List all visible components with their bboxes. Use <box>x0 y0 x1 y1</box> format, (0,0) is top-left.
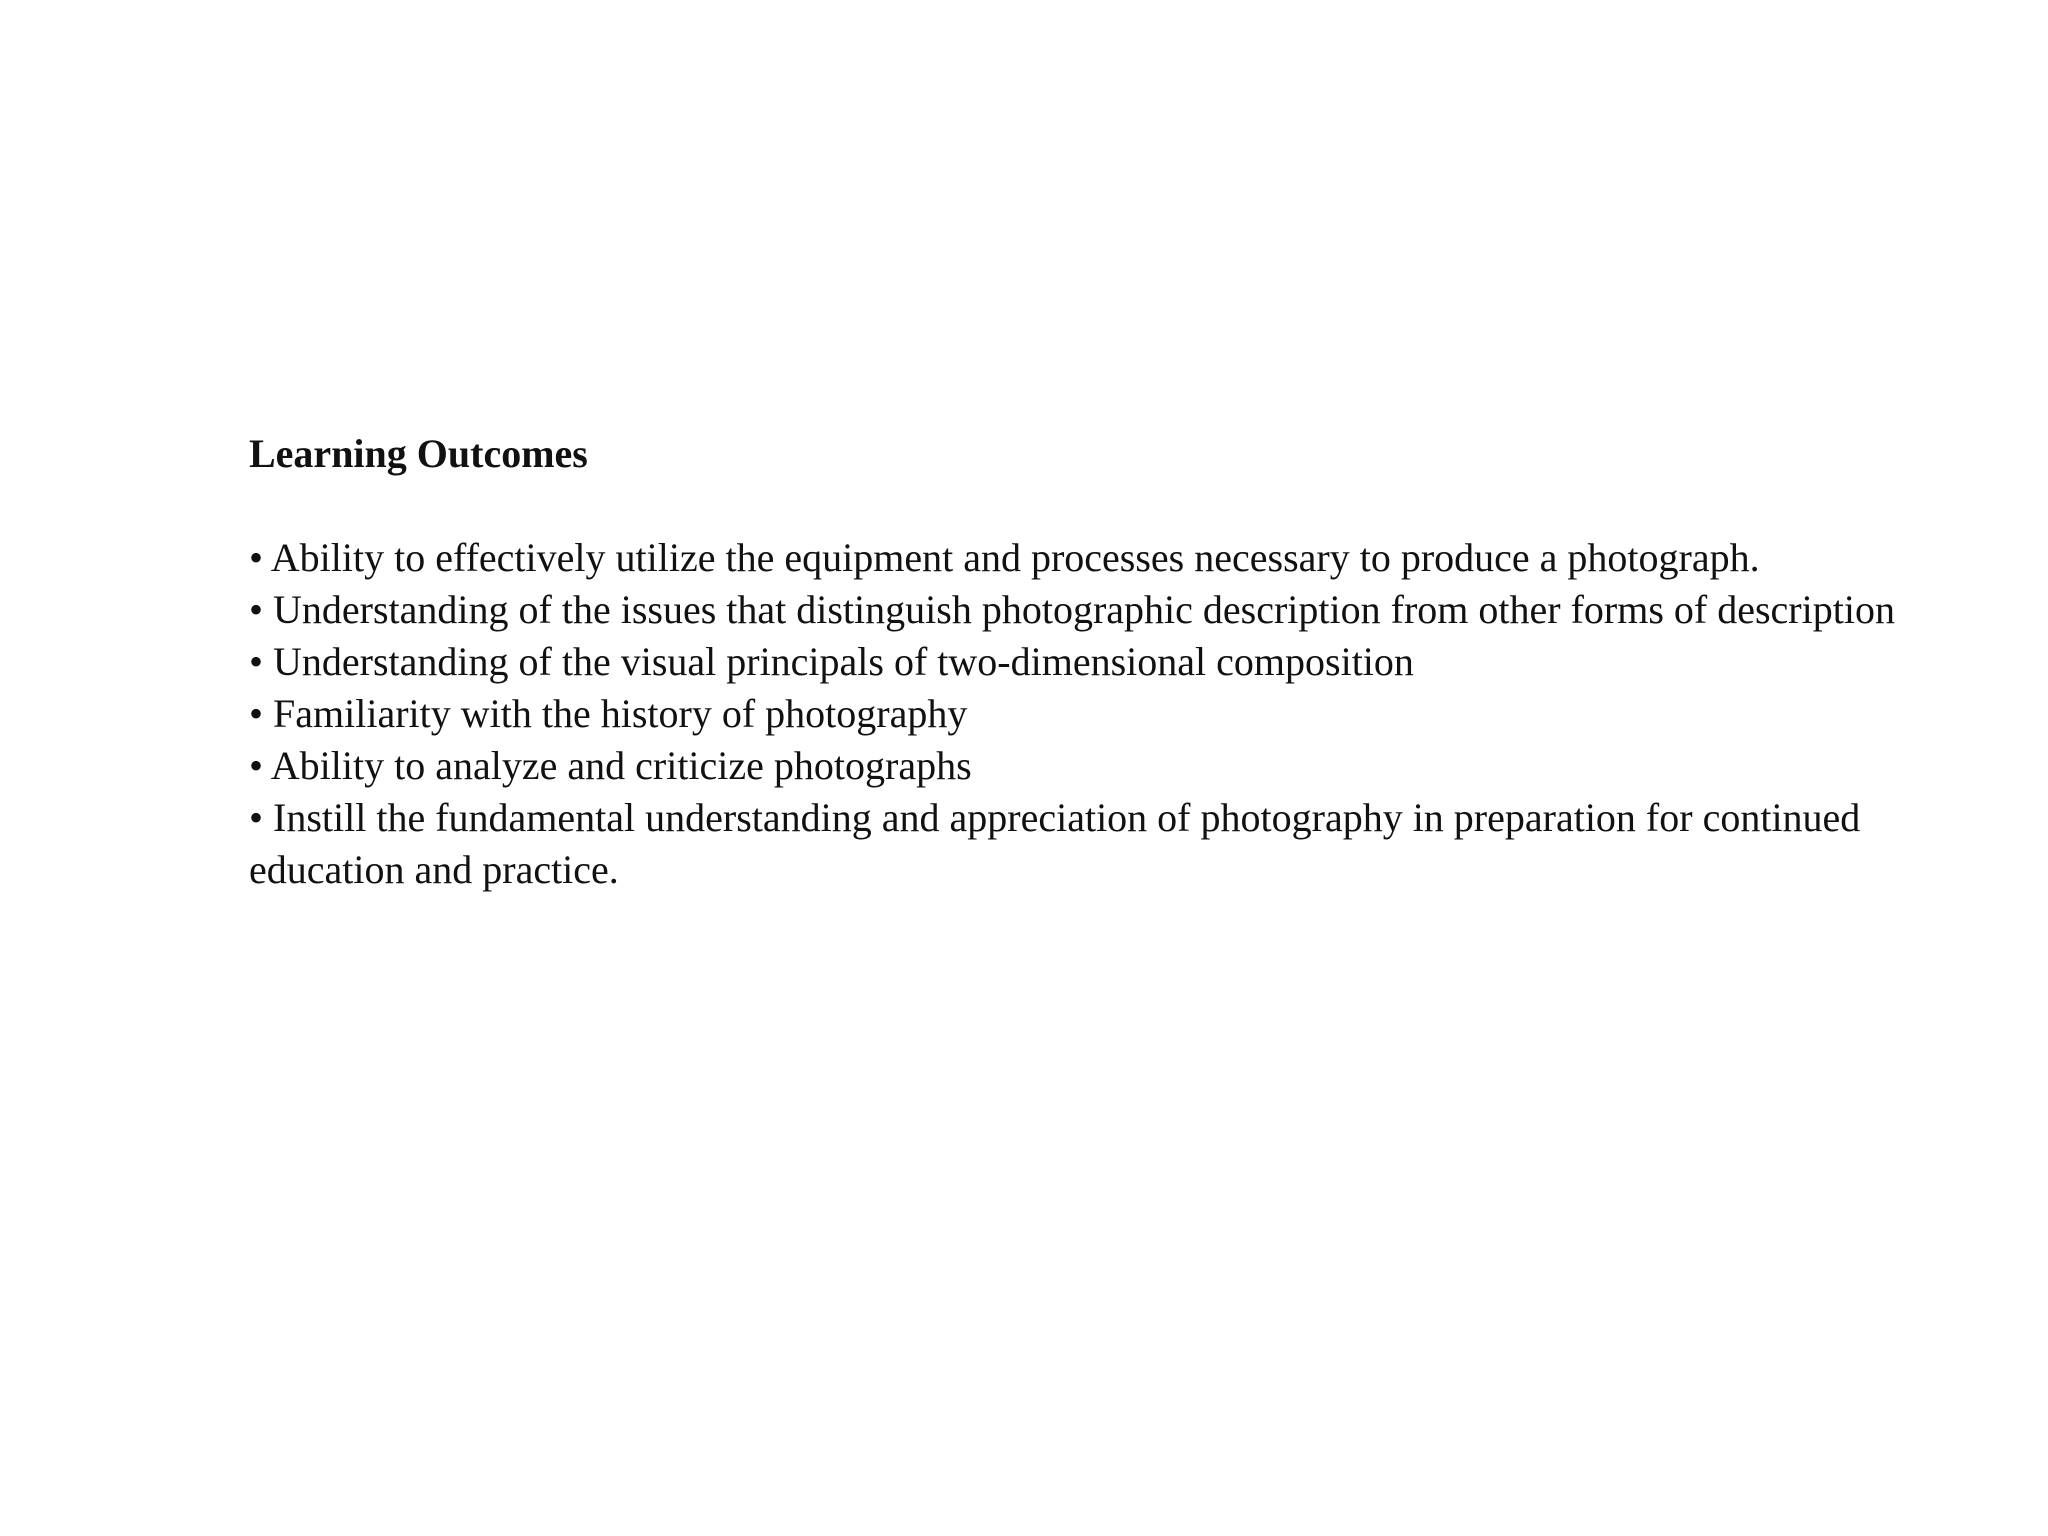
list-item: • Familiarity with the history of photography <box>249 691 968 736</box>
outcomes-list <box>249 532 1899 896</box>
learning-outcomes-section <box>249 428 1899 896</box>
section-heading: Learning Outcomes <box>249 431 588 476</box>
list-item: • Understanding of the visual principals of two-dimensional composition <box>249 639 1414 684</box>
list-item: • Ability to effectively utilize the equipment and processes necessary to produce a photograph. <box>249 535 1760 580</box>
list-item: • Ability to analyze and criticize photographs <box>249 743 972 788</box>
list-item: • Understanding of the issues that distinguish photographic description from other forms of description <box>249 587 1895 632</box>
list-item: • Instill the fundamental understanding and appreciation of photography in preparation for continued education and practice. <box>249 795 1861 892</box>
